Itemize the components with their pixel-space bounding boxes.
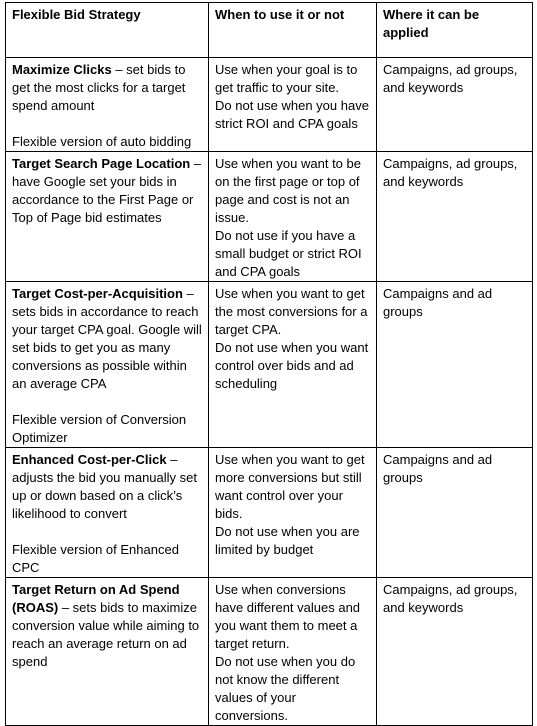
use-text: Use when you want to be on the first page or top of page and cost is not an issue.	[215, 156, 361, 225]
use-text: Use when your goal is to get traffic to your site.	[215, 62, 358, 95]
strategy-description	[12, 155, 204, 227]
strategy-cell	[6, 448, 209, 578]
where-cell: Campaigns and ad groups	[377, 448, 533, 578]
table-row	[6, 152, 533, 282]
paragraph-gap	[12, 393, 204, 411]
avoid-text: Do not use when you do not know the different values of your conversions.	[215, 654, 356, 723]
bid-strategy-table	[5, 2, 533, 726]
strategy-desc-text: – adjusts the bid you manually set up or down based on a click’s likelihood to convert	[12, 452, 197, 521]
strategy-desc-text: – have Google set your bids in accordance to the First Page or Top of Page bid estimates	[12, 156, 202, 225]
table-row	[6, 58, 533, 152]
strategy-cell	[6, 578, 209, 726]
strategy-name: Target Cost-per-Acquisition	[12, 286, 183, 301]
table-row	[6, 578, 533, 726]
when-cell	[209, 58, 377, 152]
strategy-cell	[6, 58, 209, 152]
strategy-description	[12, 451, 204, 523]
when-cell	[209, 578, 377, 726]
when-cell	[209, 448, 377, 578]
strategy-desc-text: – sets bids to maximize conversion value while aiming to reach an average return on ad spend	[12, 600, 200, 669]
header-strategy: Flexible Bid Strategy	[6, 3, 209, 58]
where-cell: Campaigns and ad groups	[377, 282, 533, 448]
use-text: Use when you want to get the most conversions for a target CPA.	[215, 286, 368, 337]
strategy-desc-text: – set bids to get the most clicks for a target spend amount	[12, 62, 186, 113]
header-where: Where it can be applied	[377, 3, 533, 58]
strategy-name: Target Return on Ad Spend (ROAS)	[12, 582, 180, 615]
strategy-description	[12, 61, 204, 115]
strategy-cell	[6, 152, 209, 282]
paragraph-gap	[12, 523, 204, 541]
strategy-name: Maximize Clicks	[12, 62, 112, 77]
strategy-cell	[6, 282, 209, 448]
table-row	[6, 448, 533, 578]
table-header-row	[6, 3, 533, 58]
table-row	[6, 282, 533, 448]
where-cell: Campaigns, ad groups, and keywords	[377, 58, 533, 152]
header-when: When to use it or not	[209, 3, 377, 58]
strategy-note: Flexible version of Conversion Optimizer	[12, 412, 187, 445]
avoid-text: Do not use when you are limited by budget	[215, 524, 360, 557]
strategy-name: Enhanced Cost-per-Click	[12, 452, 167, 467]
where-cell: Campaigns, ad groups, and keywords	[377, 578, 533, 726]
strategy-description	[12, 285, 204, 393]
use-text: Use when you want to get more conversions but still want control over your bids.	[215, 452, 365, 521]
avoid-text: Do not use when you want control over bids and ad scheduling	[215, 340, 369, 391]
strategy-name: Target Search Page Location	[12, 156, 191, 171]
when-cell	[209, 282, 377, 448]
use-text: Use when conversions have different values and you want them to meet a target return.	[215, 582, 361, 651]
avoid-text: Do not use if you have a small budget or strict ROI and CPA goals	[215, 228, 362, 279]
when-cell	[209, 152, 377, 282]
avoid-text: Do not use when you have strict ROI and CPA goals	[215, 98, 369, 131]
where-cell: Campaigns, ad groups, and keywords	[377, 152, 533, 282]
strategy-desc-text: – sets bids in accordance to reach your target CPA goal. Google will set bids to get you as many conversions as possible within an average CPA	[12, 286, 202, 391]
strategy-description	[12, 581, 204, 671]
strategy-note: Flexible version of Enhanced CPC	[12, 542, 179, 575]
strategy-note: Flexible version of auto bidding	[12, 134, 192, 149]
paragraph-gap	[12, 115, 204, 133]
